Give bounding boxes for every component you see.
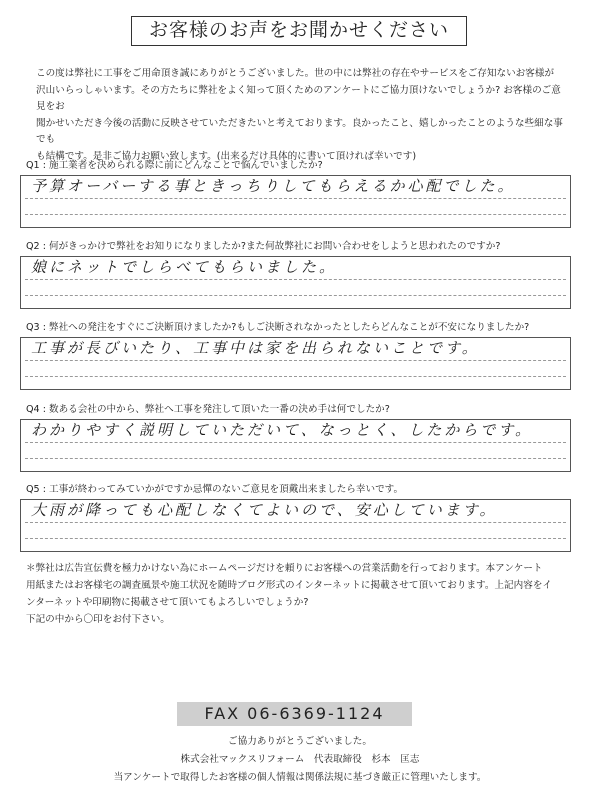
publication-consent-note <box>26 560 574 628</box>
answer-line <box>25 538 566 539</box>
note-line: 用紙またはお客様宅の調査風景や施工状況を随時ブログ形式のインターネットに掲載させて頂いております。上記内容をイ <box>26 580 553 591</box>
answer-line <box>25 198 566 199</box>
question-5-label: Q5 : 工事が終わってみていかがですか忌憚のないご意見を頂戴出来ましたら幸いです。 <box>26 484 404 495</box>
intro-line: 聞かせいただき今後の活動に反映させていただきたいと考えております。良かったこと、嬉しかったことのような些細な事でも <box>36 117 563 145</box>
intro-line: 沢山いらっしゃいます。その方たちに弊社をよく知って頂くためのアンケートにご協力頂けないでしょうか? お客様のご意見をお <box>36 84 561 112</box>
answer-1-handwriting: 予算オーバーする事ときっちりしてもらえるか心配でした。 <box>31 177 516 195</box>
note-line: ンターネットや印刷物に掲載させて頂いてもよろしいでしょうか? <box>26 597 309 608</box>
answer-box-4[interactable] <box>20 419 571 472</box>
fax-number: FAX 06-6369-1124 <box>177 702 412 726</box>
answer-5-handwriting: 大雨が降っても心配しなくてよいので、安心しています。 <box>31 501 498 519</box>
answer-box-5[interactable] <box>20 499 571 552</box>
answer-box-2[interactable] <box>20 256 571 309</box>
form-title: お客様のお声をお聞かせください <box>131 16 467 46</box>
answer-box-1[interactable] <box>20 175 571 228</box>
answer-line <box>25 214 566 215</box>
intro-line: この度は弊社に工事をご用命頂き誠にありがとうございました。世の中には弊社の存在やサービスをご存知ないお客様が <box>36 68 555 79</box>
question-4-label: Q4 : 数ある会社の中から、弊社へ工事を発注して頂いた一番の決め手は何でしたか? <box>26 404 390 415</box>
question-2-label: Q2 : 何がきっかけで弊社をお知りになりましたか?また何故弊社にお問い合わせをしようと思われたのですか? <box>26 241 501 252</box>
answer-line <box>25 376 566 377</box>
company-signature: 株式会社マックスリフォーム 代表取締役 杉本 匡志 <box>180 754 420 765</box>
answer-line <box>25 442 566 443</box>
answer-4-handwriting: わかりやすく説明していただいて、なっとく、したからです。 <box>31 421 534 439</box>
answer-line <box>25 458 566 459</box>
answer-line <box>25 295 566 296</box>
question-3-label: Q3 : 弊社への発注をすぐにご決断頂けましたか?もしご決断されなかったとしたらどんなことが不安になりましたか? <box>26 322 530 333</box>
thanks-text: ご協力ありがとうございました。 <box>228 736 372 747</box>
intro-paragraph <box>36 66 570 165</box>
answer-2-handwriting: 娘にネットでしらべてもらいました。 <box>31 258 338 276</box>
answer-line <box>25 279 566 280</box>
intro-line: も結構です。是非ご協力お願い致します。(出来るだけ具体的に書いて頂ければ幸いです) <box>36 150 417 162</box>
answer-line <box>25 522 566 523</box>
note-line: 下記の中から〇印をお付下さい。 <box>26 614 170 625</box>
answer-line <box>25 360 566 361</box>
answer-3-handwriting: 工事が長びいたり、工事中は家を出られないことです。 <box>31 339 480 357</box>
question-1-label: Q1 : 施工業者を決められる際に前にどんなことで悩んでいましたか? <box>26 160 323 171</box>
note-line: ＊弊社は広告宣伝費を極力かけない為にホームページだけを頼りにお客様への営業活動を行っております。本アンケート <box>26 563 543 574</box>
answer-box-3[interactable] <box>20 337 571 390</box>
privacy-notice: 当アンケートで取得したお客様の個人情報は関係法規に基づき厳正に管理いたします。 <box>113 772 487 783</box>
